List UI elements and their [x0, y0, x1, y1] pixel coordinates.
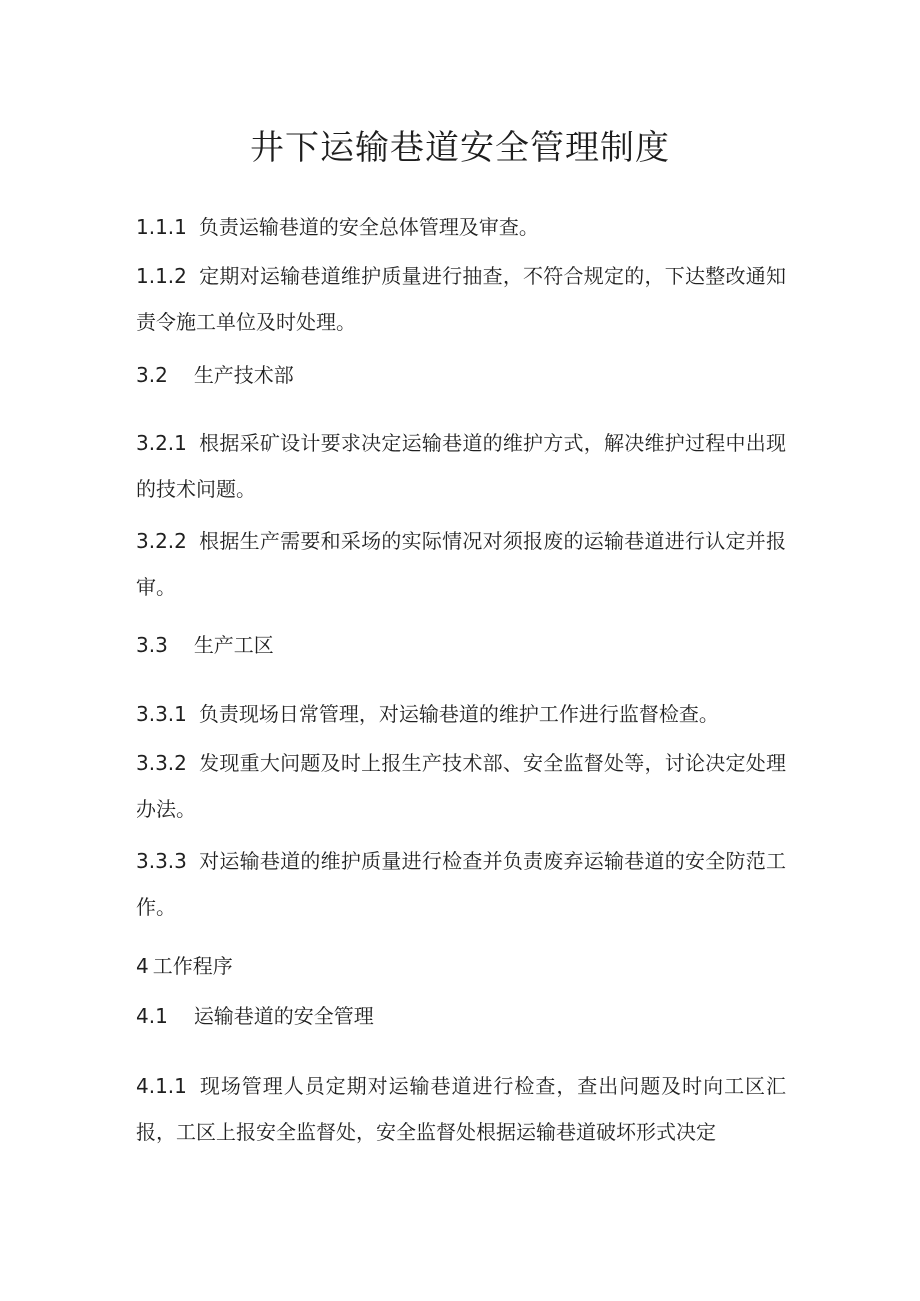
paragraph-3-2-1	[136, 420, 786, 512]
paragraph-text: 现场管理人员定期对运输巷道进行检查，查出问题及时向工区汇报，工区上报安全监督处，安全监督处根据运输巷道破坏形式决定	[136, 1074, 786, 1144]
section-number: 3.2	[136, 363, 168, 387]
section-number: 1.1.1	[136, 215, 187, 239]
paragraph-text: 负责运输巷道的安全总体管理及审查。	[198, 215, 539, 239]
section-number: 4.1	[136, 1004, 168, 1028]
paragraph-4-1-1	[136, 1063, 786, 1155]
heading-3-3	[136, 622, 786, 668]
section-heading: 生产技术部	[193, 363, 294, 387]
section-heading: 工作程序	[152, 954, 233, 978]
section-number: 3.3.2	[136, 751, 187, 775]
paragraph-text: 根据生产需要和采场的实际情况对须报废的运输巷道进行认定并报审。	[136, 529, 786, 599]
section-number: 3.2.1	[136, 431, 187, 455]
paragraph-1-1-2	[136, 253, 786, 345]
section-number: 1.1.2	[136, 264, 187, 288]
paragraph-text: 根据采矿设计要求决定运输巷道的维护方式，解决维护过程中出现的技术问题。	[136, 431, 786, 501]
paragraph-text: 发现重大问题及时上报生产技术部、安全监督处等，讨论决定处理办法。	[136, 751, 786, 821]
paragraph-3-3-2	[136, 740, 786, 832]
paragraph-3-2-2	[136, 518, 786, 610]
paragraph-text: 对运输巷道的维护质量进行检查并负责废弃运输巷道的安全防范工作。	[136, 849, 786, 919]
heading-4-1	[136, 993, 786, 1039]
section-number: 3.2.2	[136, 529, 187, 553]
section-number: 4	[136, 954, 149, 978]
section-number: 3.3.3	[136, 849, 187, 873]
section-number: 3.3	[136, 633, 168, 657]
document-title: 井下运输巷道安全管理制度	[250, 128, 670, 168]
section-heading: 生产工区	[193, 633, 274, 657]
section-number: 4.1.1	[136, 1074, 187, 1098]
paragraph-3-3-1	[136, 691, 786, 737]
heading-4	[136, 943, 786, 989]
paragraph-3-3-3	[136, 838, 786, 930]
heading-3-2	[136, 352, 786, 398]
paragraph-text: 负责现场日常管理，对运输巷道的维护工作进行监督检查。	[198, 702, 719, 726]
section-number: 3.3.1	[136, 702, 187, 726]
paragraph-text: 定期对运输巷道维护质量进行抽查，不符合规定的，下达整改通知责令施工单位及时处理。	[136, 264, 786, 334]
section-heading: 运输巷道的安全管理	[193, 1004, 374, 1028]
paragraph-1-1-1	[136, 204, 786, 250]
